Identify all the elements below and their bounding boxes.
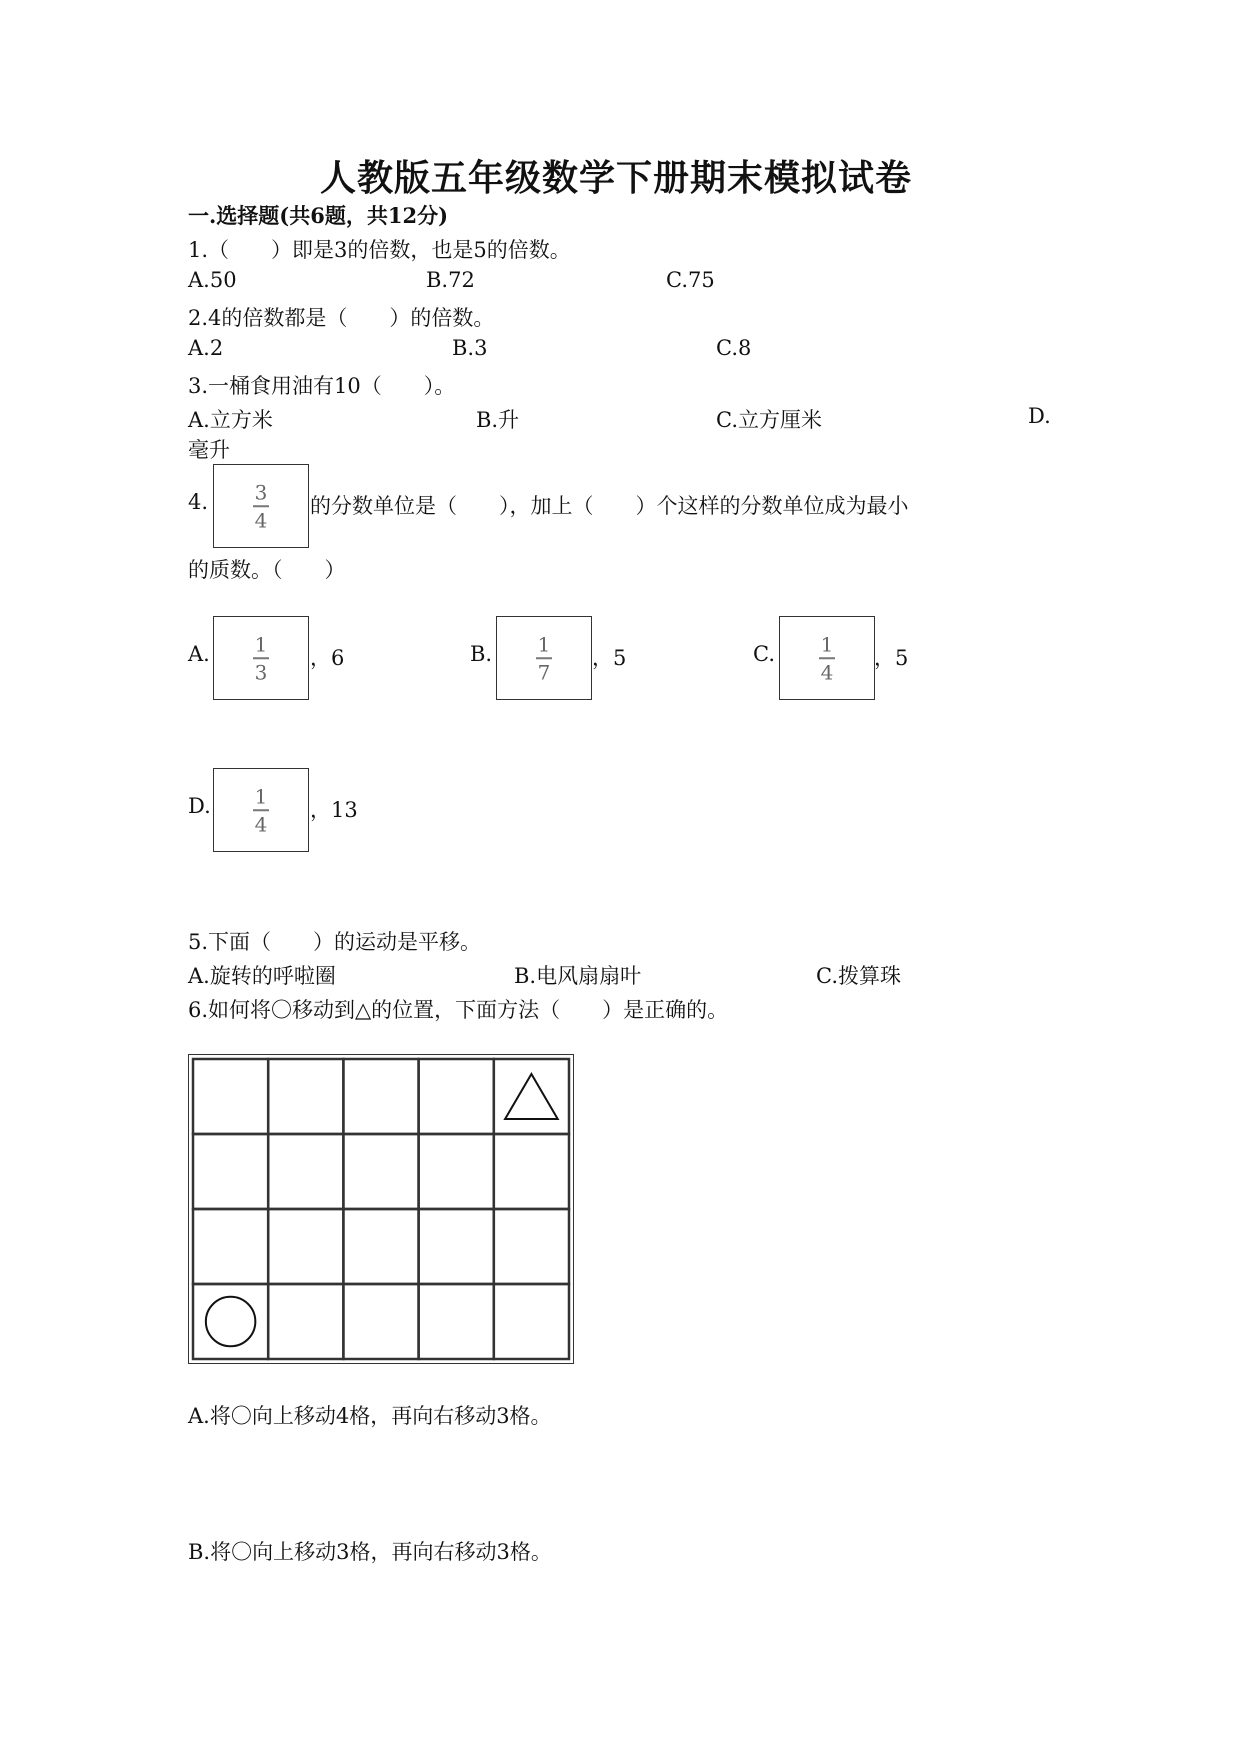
question-5-option-a[interactable]: A.旋转的呼啦圈 bbox=[188, 964, 336, 988]
question-2-option-c[interactable]: C.8 bbox=[716, 336, 752, 360]
grid-cell bbox=[419, 1284, 494, 1359]
question-3-option-a[interactable]: A.立方米 bbox=[188, 408, 273, 432]
grid-cell bbox=[419, 1059, 494, 1134]
question-3-option-d-text: 毫升 bbox=[188, 438, 230, 462]
question-4-option-d-tail: ，13 bbox=[310, 798, 358, 822]
fraction-denominator: 7 bbox=[537, 659, 551, 684]
question-4-option-c-tail: ，5 bbox=[874, 646, 909, 670]
movement-grid bbox=[188, 1054, 574, 1364]
fraction-image-1-4 bbox=[779, 616, 875, 700]
question-6-option-a[interactable]: A.将〇向上移动4格，再向右移动3格。 bbox=[188, 1404, 552, 1428]
question-3-option-c[interactable]: C.立方厘米 bbox=[716, 408, 822, 432]
question-4-option-b-tail: ，5 bbox=[592, 646, 627, 670]
fraction-image-1-3 bbox=[213, 616, 309, 700]
question-3-stem: 3.一桶食用油有10（ ）。 bbox=[188, 374, 456, 398]
grid-cell bbox=[268, 1059, 343, 1134]
grid-cell bbox=[494, 1284, 569, 1359]
circle-shape-icon bbox=[206, 1297, 256, 1347]
grid-cell bbox=[494, 1059, 569, 1134]
grid-cell bbox=[193, 1134, 268, 1209]
question-4-option-b[interactable]: B. bbox=[470, 642, 493, 666]
fraction-image-1-7 bbox=[496, 616, 592, 700]
grid-svg bbox=[189, 1055, 573, 1363]
question-4-stem: 的分数单位是（ ），加上（ ）个这样的分数单位成为最小 bbox=[310, 494, 909, 518]
triangle-shape-icon bbox=[505, 1074, 558, 1119]
fraction-image-3-4 bbox=[213, 464, 309, 548]
grid-cell bbox=[193, 1059, 268, 1134]
page-title: 人教版五年级数学下册期末模拟试卷 bbox=[320, 157, 913, 199]
question-5-option-b[interactable]: B.电风扇扇叶 bbox=[514, 964, 642, 988]
question-5-option-c[interactable]: C.拨算珠 bbox=[816, 964, 901, 988]
question-6-stem: 6.如何将〇移动到△的位置，下面方法（ ）是正确的。 bbox=[188, 998, 729, 1022]
fraction-numerator: 3 bbox=[254, 480, 268, 505]
grid-cell bbox=[419, 1134, 494, 1209]
grid-cell bbox=[494, 1134, 569, 1209]
question-4-option-d[interactable]: D. bbox=[188, 794, 211, 818]
question-4-number: 4. bbox=[188, 490, 209, 514]
fraction-numerator: 1 bbox=[254, 632, 268, 657]
section-heading: 一.选择题(共6题，共12分) bbox=[188, 203, 449, 228]
question-2-stem: 2.4的倍数都是（ ）的倍数。 bbox=[188, 306, 495, 330]
grid-cell bbox=[193, 1209, 268, 1284]
question-4-option-c[interactable]: C. bbox=[753, 642, 775, 666]
grid-cell bbox=[268, 1209, 343, 1284]
fraction-denominator: 3 bbox=[254, 659, 268, 684]
fraction-numerator: 1 bbox=[820, 632, 834, 657]
question-2-option-a[interactable]: A.2 bbox=[188, 336, 224, 360]
fraction-numerator: 1 bbox=[537, 632, 551, 657]
fraction-denominator: 4 bbox=[254, 507, 268, 532]
grid-cell bbox=[268, 1134, 343, 1209]
fraction-denominator: 4 bbox=[254, 811, 268, 836]
question-1-stem: 1.（ ）即是3的倍数，也是5的倍数。 bbox=[188, 238, 571, 262]
grid-cell bbox=[268, 1284, 343, 1359]
question-1-option-a[interactable]: A.50 bbox=[188, 268, 237, 292]
question-6-option-b[interactable]: B.将〇向上移动3格，再向右移动3格。 bbox=[188, 1540, 552, 1564]
question-3-option-b[interactable]: B.升 bbox=[476, 408, 520, 432]
grid-cell bbox=[343, 1284, 418, 1359]
question-3-option-d[interactable]: D. bbox=[1028, 404, 1051, 428]
question-1-option-b[interactable]: B.72 bbox=[426, 268, 475, 292]
grid-cell bbox=[343, 1209, 418, 1284]
question-4-option-a-tail: ，6 bbox=[310, 646, 345, 670]
question-2-option-b[interactable]: B.3 bbox=[452, 336, 488, 360]
grid-cell bbox=[419, 1209, 494, 1284]
question-4-option-a[interactable]: A. bbox=[188, 642, 210, 666]
grid-cell bbox=[193, 1284, 268, 1359]
fraction-numerator: 1 bbox=[254, 784, 268, 809]
question-4-stem-continued: 的质数。（ ） bbox=[188, 558, 346, 582]
fraction-denominator: 4 bbox=[820, 659, 834, 684]
grid-cell bbox=[343, 1134, 418, 1209]
grid-cell bbox=[494, 1209, 569, 1284]
grid-cell bbox=[343, 1059, 418, 1134]
question-5-stem: 5.下面（ ）的运动是平移。 bbox=[188, 930, 482, 954]
fraction-image-1-4-d bbox=[213, 768, 309, 852]
question-1-option-c[interactable]: C.75 bbox=[666, 268, 715, 292]
